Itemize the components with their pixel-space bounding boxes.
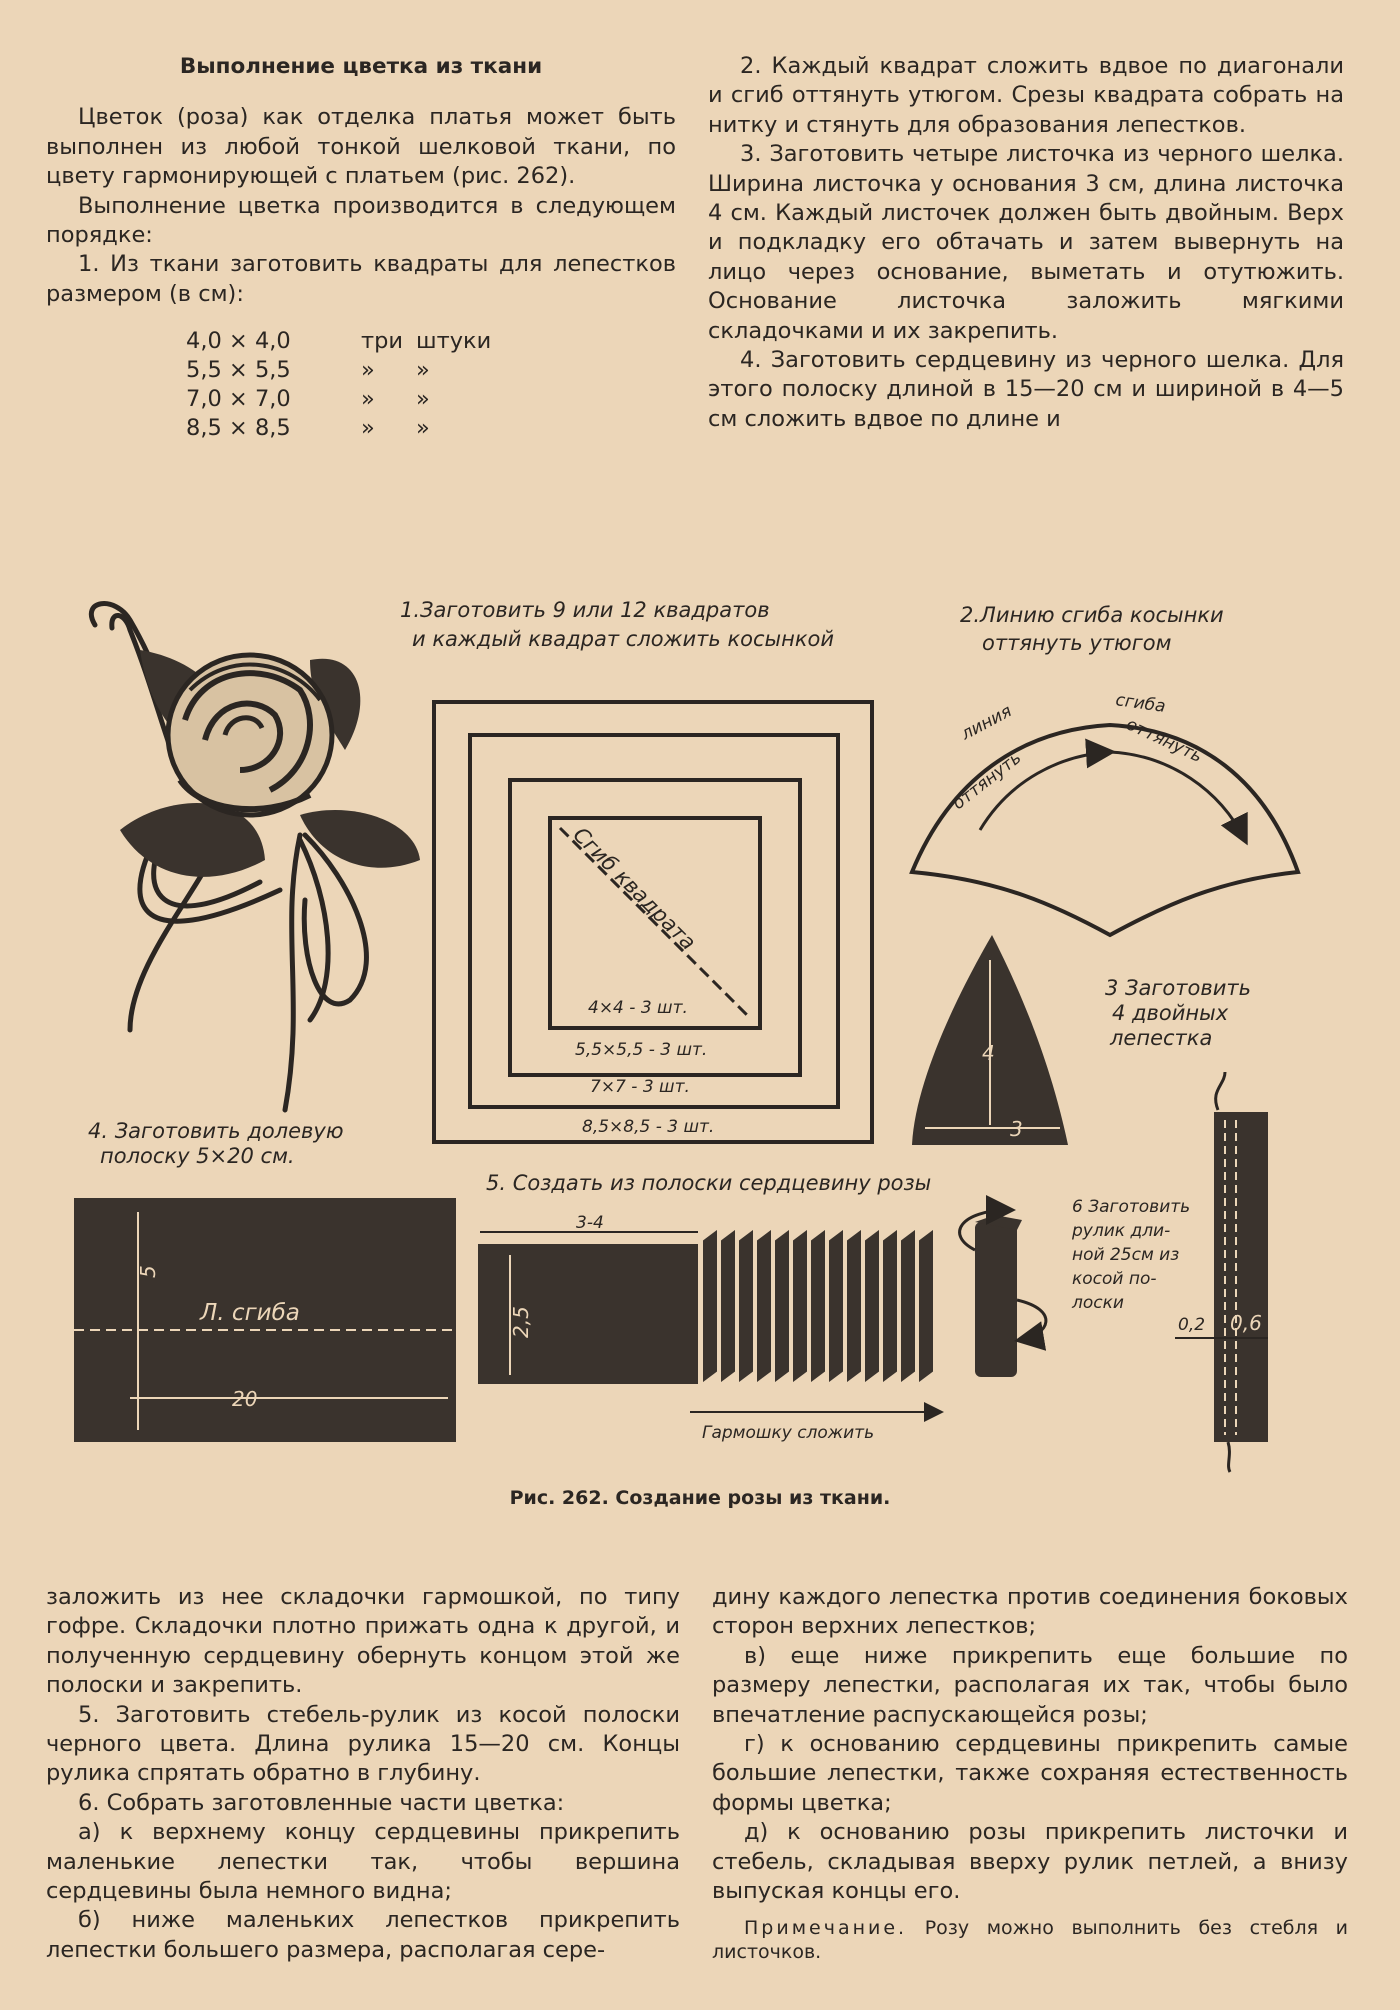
text-column-top-left [46, 52, 676, 443]
paragraph-step-6v: в) еще ниже прикрепить еще большие по размеру лепестки, располагая их так, чтобы было впечатление распускающейся розы; [712, 1642, 1348, 1728]
step-6-caption-line-1: 6 Заготовить [1072, 1197, 1191, 1217]
size-dimension: 8,5 × 8,5 [186, 415, 291, 442]
roll-width-label: 0,6 [1230, 1311, 1262, 1335]
folded-triangle-diagram [912, 725, 1298, 935]
size-quantity-unit: штуки [416, 328, 492, 355]
square-label-5-5: 5,5×5,5 - 3 шт. [575, 1040, 708, 1060]
square-label-4x4: 4×4 - 3 шт. [588, 998, 688, 1018]
arc-fold-label: сгиба [1114, 690, 1167, 717]
arc-pull-left-label: оттянуть [948, 747, 1026, 814]
step-2-caption-line-2: оттянуть утюгом [982, 631, 1172, 655]
petal-width-label: 3 [1010, 1117, 1023, 1141]
strip-length-label: 20 [232, 1387, 258, 1411]
roll-strip [1214, 1112, 1268, 1442]
square-label-8-5: 8,5×8,5 - 3 шт. [582, 1117, 715, 1137]
accordion-folds [702, 1228, 934, 1384]
size-dimension: 5,5 × 5,5 [186, 357, 291, 384]
paragraph-step-6d: д) к основанию розы прикрепить листочки и стебель, складывая вверху рулик петлей, а внизу выпуская концы его. [712, 1819, 1348, 1905]
rose-leaf-icon [300, 810, 420, 868]
step-3-caption-line-1: 3 Заготовить [1105, 976, 1251, 1000]
step-6-caption-line-3: ной 25см из [1072, 1245, 1180, 1265]
paragraph-step-5: 5. Заготовить стебель-рулик из косой полоски черного цвета. Длина рулика 15—20 см. Концы рулика спрятать обратно в глубину. [46, 1701, 680, 1787]
step-6-caption-line-4: косой по- [1072, 1269, 1157, 1289]
size-quantity: » [361, 386, 375, 413]
square-label-7x7: 7×7 - 3 шт. [590, 1077, 690, 1097]
step-3-caption-line-2: 4 двойных [1112, 1001, 1229, 1025]
size-quantity: три [361, 328, 404, 355]
arc-line-label: линия [957, 701, 1016, 745]
step-4-caption-line-2: полоску 5×20 см. [100, 1144, 295, 1168]
paragraph-continuation: заложить из нее складочки гармошкой, по типу гофре. Складочки плотно прижать одна к другой, и полученную сердцевину обернуть концом этой же полоски и закрепить. [46, 1584, 680, 1699]
paragraph-intro: Цветок (роза) как отделка платья может быть выполнен из любой тонкой шелковой ткани, по цвету гармонирующей с платьем (рис. 262). [46, 104, 676, 190]
paragraph-step-2: 2. Каждый квадрат сложить вдвое по диагонали и сгиб оттянуть утюгом. Срезы квадрата собрать на нитку и стянуть для образования лепестков. [708, 53, 1344, 138]
text-column-bottom-left [46, 1583, 680, 1965]
core-height-label: 2,5 [509, 1306, 533, 1338]
step-6-caption-line-5: лоски [1072, 1293, 1124, 1313]
size-dimension: 7,0 × 7,0 [186, 386, 291, 413]
size-dimension: 4,0 × 4,0 [186, 328, 291, 355]
rose-flower-icon [168, 655, 332, 815]
paragraph-step-1: 1. Из ткани заготовить квадраты для лепестков размером (в см): [46, 251, 676, 307]
strip-fold-label: Л. сгиба [200, 1300, 300, 1326]
step-6-caption-line-2: рулик дли- [1072, 1221, 1171, 1241]
paragraph-order: Выполнение цветка производится в следующем порядке: [46, 192, 676, 249]
note-label: Примечание. [744, 1917, 908, 1940]
fold-square-label: Сгиб квадрата [568, 822, 701, 955]
petal-height-label: 4 [982, 1041, 995, 1065]
accordion-label: Гармошку сложить [702, 1423, 875, 1443]
text-column-bottom-right [712, 1583, 1348, 1964]
size-row [186, 414, 676, 443]
paragraph-step-6b: б) ниже маленьких лепестков прикрепить лепестки большего размера, располагая сере- [46, 1907, 680, 1963]
figure-caption: Рис. 262. Создание розы из ткани. [509, 1487, 891, 1509]
core-width-label: 3-4 [576, 1213, 604, 1233]
size-quantity-unit: » [416, 386, 430, 413]
sizes-list [186, 327, 676, 443]
paragraph-step-6: 6. Собрать заготовленные части цветка: [78, 1789, 565, 1816]
roll-strip-top [1216, 1072, 1225, 1110]
size-row [186, 385, 676, 414]
step-2-caption-line-1: 2.Линию сгиба косынки [960, 603, 1224, 627]
rolled-core-icon [960, 1210, 1046, 1377]
size-quantity-unit: » [416, 415, 430, 442]
paragraph-step-3: 3. Заготовить четыре листочка из черного шелка. Ширина листочка у основания 3 см, длина листочка 4 см. Каждый листочек должен быть двойным. Верх и подкладку его обтачать и затем вывернуть на лицо через основание, выметать и отутюжить. Основание листочка заложить мягкими складочками и их закрепить. [708, 141, 1344, 344]
step-3-caption-line-3: лепестка [1110, 1026, 1213, 1050]
size-quantity: » [361, 357, 375, 384]
paragraph-step-4: 4. Заготовить сердцевину из черного шелка. Для этого полоску длиной в 15—20 см и шириной в 4—5 см сложить вдвое по длине и [708, 347, 1344, 432]
size-row [186, 356, 676, 385]
size-quantity: » [361, 415, 375, 442]
step-1-caption-line-1: 1.Заготовить 9 или 12 квадратов [400, 598, 770, 622]
paragraph-step-6g: г) к основанию сердцевины прикрепить самые большие лепестки, также сохраняя естественность формы цветка; [712, 1731, 1348, 1816]
arc-pull-right-label: оттянуть [1122, 714, 1206, 767]
roll-seam-label: 0,2 [1178, 1315, 1206, 1335]
strip-width-label: 5 [136, 1265, 160, 1278]
figure-262 [0, 560, 1400, 1480]
note-text: Розу можно выполнить без стебля и листочков. [712, 1917, 1349, 1964]
roll-strip-bottom [1228, 1442, 1230, 1472]
size-row [186, 327, 676, 356]
section-title: Выполнение цветка из ткани [179, 54, 543, 79]
step-5-caption: 5. Создать из полоски сердцевину розы [486, 1171, 932, 1195]
step-1-caption-line-2: и каждый квадрат сложить косынкой [412, 627, 835, 651]
step-4-caption-line-1: 4. Заготовить долевую [88, 1119, 344, 1143]
paragraph-continuation: дину каждого лепестка против соединения боковых сторон верхних лепестков; [712, 1584, 1348, 1640]
size-quantity-unit: » [416, 357, 430, 384]
text-column-top-right [708, 52, 1344, 434]
note [712, 1916, 1348, 1964]
paragraph-step-6a: а) к верхнему концу сердцевины прикрепить маленькие лепестки так, чтобы вершина сердцевины была немного видна; [46, 1819, 680, 1905]
